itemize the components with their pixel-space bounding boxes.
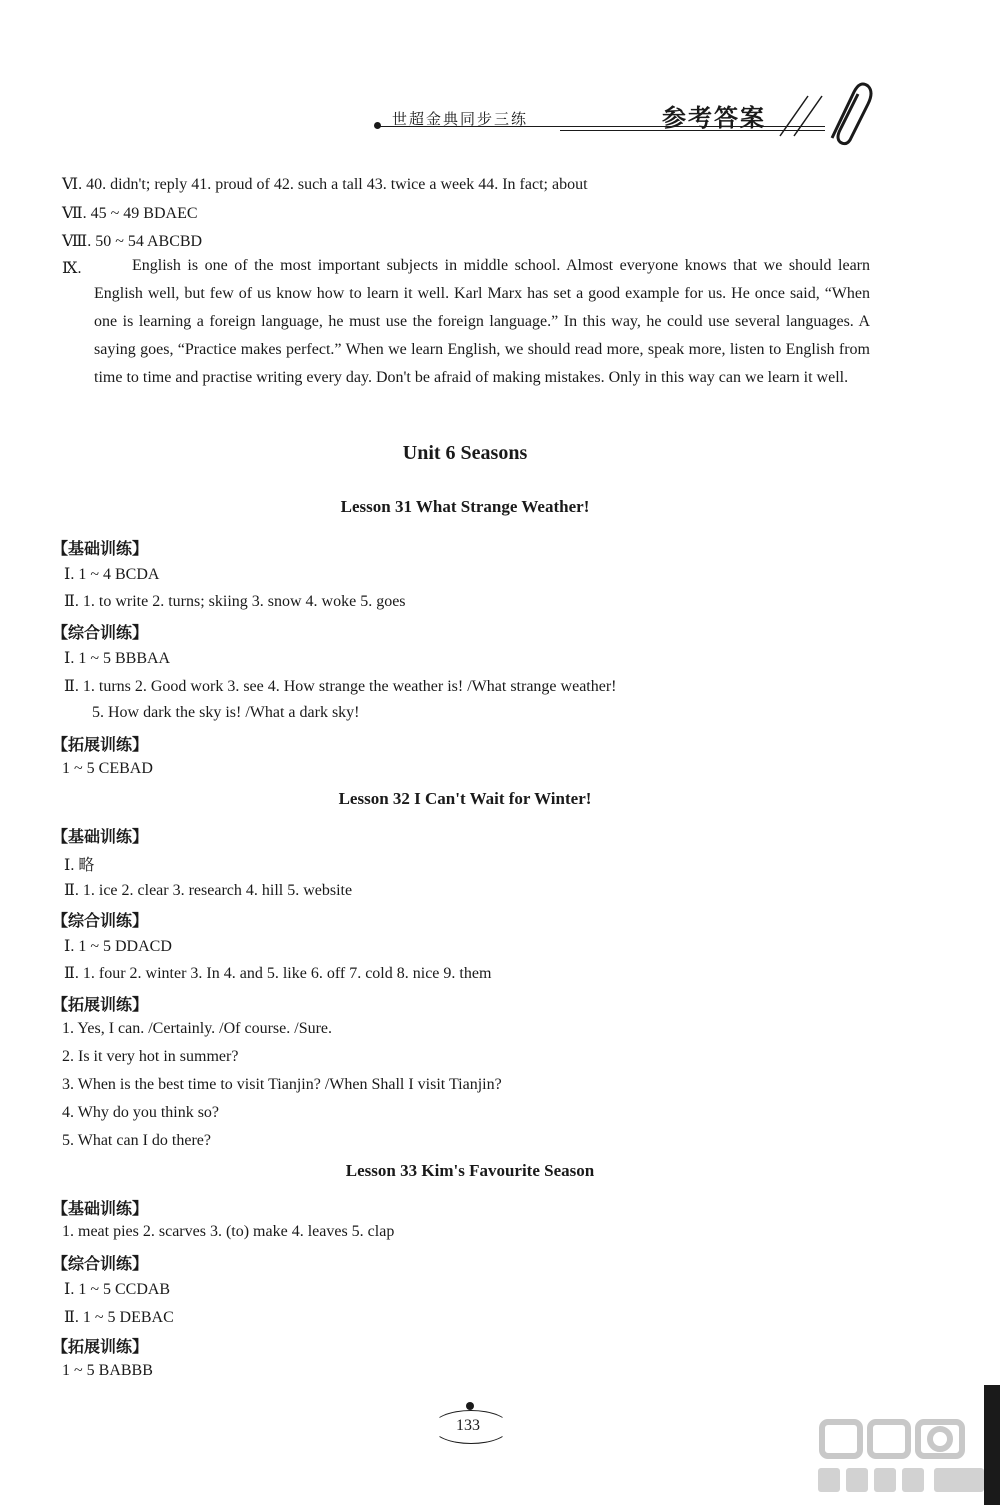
lesson-32-basic-2: Ⅱ. 1. ice 2. clear 3. research 4. hill 5. website (64, 882, 353, 899)
lesson-32-ext-3: 3. When is the best time to visit Tianjin? /When Shall I visit Tianjin? (62, 1076, 502, 1093)
lesson-31-comp-3: 5. How dark the sky is! /What a dark sky! (92, 704, 360, 721)
footer-dot (466, 1402, 474, 1410)
lesson-31-basic-1: Ⅰ. 1 ~ 4 BCDA (64, 566, 160, 583)
lesson-33-comp-label: 【综合训练】 (52, 1254, 149, 1273)
page-header (0, 0, 1000, 160)
lesson-33-basic-1: 1. meat pies 2. scarves 3. (to) make 4. leaves 5. clap (62, 1223, 395, 1240)
lesson-31-ext-1: 1 ~ 5 CEBAD (62, 760, 153, 777)
lesson-32-ext-4: 4. Why do you think so? (62, 1104, 220, 1121)
page-number: 133 (456, 1417, 480, 1434)
lesson-31-comp-1: Ⅰ. 1 ~ 5 BBBAA (64, 650, 171, 667)
lesson-32-basic-1: Ⅰ. 略 (64, 857, 95, 874)
lesson-31-title: Lesson 31 What Strange Weather! (340, 497, 590, 516)
answer-vii: Ⅶ. 45 ~ 49 BDAEC (62, 205, 198, 222)
lesson-31-basic-label: 【基础训练】 (52, 539, 149, 558)
lesson-32-ext-5: 5. What can I do there? (62, 1132, 211, 1149)
lesson-32-comp-1: Ⅰ. 1 ~ 5 DDACD (64, 938, 172, 955)
answer-vi: Ⅵ. 40. didn't; reply 41. proud of 42. such a tall 43. twice a week 44. In fact; about (62, 176, 588, 193)
series-title: 世超金典同步三练 (392, 110, 529, 128)
lesson-32-comp-label: 【综合训练】 (52, 911, 149, 930)
lesson-33-ext-1: 1 ~ 5 BABBB (62, 1362, 153, 1379)
lesson-31-ext-label: 【拓展训练】 (52, 735, 149, 754)
answer-ix-essay: English is one of the most important subjects in middle school. Almost everyone knows that we should learn English well, but few of us know how to learn it well. Karl Marx has set a good example for us. He once said, “When one is learning a foreign language, he must use the foreign language.” In this way, he could use several languages. A saying goes, “Practice makes perfect.” When we learn English, we should read more, speak more, listen to English from time to time and practise writing every day. Don't be afraid of making mistakes. Only in this way can we learn it well. (94, 257, 870, 386)
unit-title: Unit 6 Seasons (402, 442, 528, 464)
lesson-33-basic-label: 【基础训练】 (52, 1199, 149, 1218)
lesson-32-ext-label: 【拓展训练】 (52, 995, 149, 1014)
lesson-32-title: Lesson 32 I Can't Wait for Winter! (338, 789, 592, 808)
lesson-33-comp-1: Ⅰ. 1 ~ 5 CCDAB (64, 1281, 171, 1298)
lesson-33-comp-2: Ⅱ. 1 ~ 5 DEBAC (64, 1309, 174, 1326)
lesson-33-ext-label: 【拓展训练】 (52, 1337, 149, 1356)
lesson-32-ext-1: 1. Yes, I can. /Certainly. /Of course. /Sure. (62, 1020, 333, 1037)
lesson-31-comp-2: Ⅱ. 1. turns 2. Good work 3. see 4. How strange the weather is! /What strange weather! (64, 678, 617, 695)
answer-ix-label: Ⅸ. (62, 260, 82, 277)
lesson-31-basic-2: Ⅱ. 1. to write 2. turns; skiing 3. snow 4. woke 5. goes (64, 593, 406, 610)
watermark-logo (800, 1412, 990, 1502)
lesson-32-ext-2: 2. Is it very hot in summer? (62, 1048, 239, 1065)
lesson-31-comp-label: 【综合训练】 (52, 623, 149, 642)
answer-viii: Ⅷ. 50 ~ 54 ABCBD (62, 233, 203, 250)
answer-title: 参考答案 (662, 104, 766, 132)
lesson-32-basic-label: 【基础训练】 (52, 827, 149, 846)
lesson-32-comp-2: Ⅱ. 1. four 2. winter 3. In 4. and 5. like 6. off 7. cold 8. nice 9. them (64, 965, 492, 982)
paperclip-icon (770, 78, 880, 148)
lesson-33-title: Lesson 33 Kim's Favourite Season (345, 1161, 595, 1180)
